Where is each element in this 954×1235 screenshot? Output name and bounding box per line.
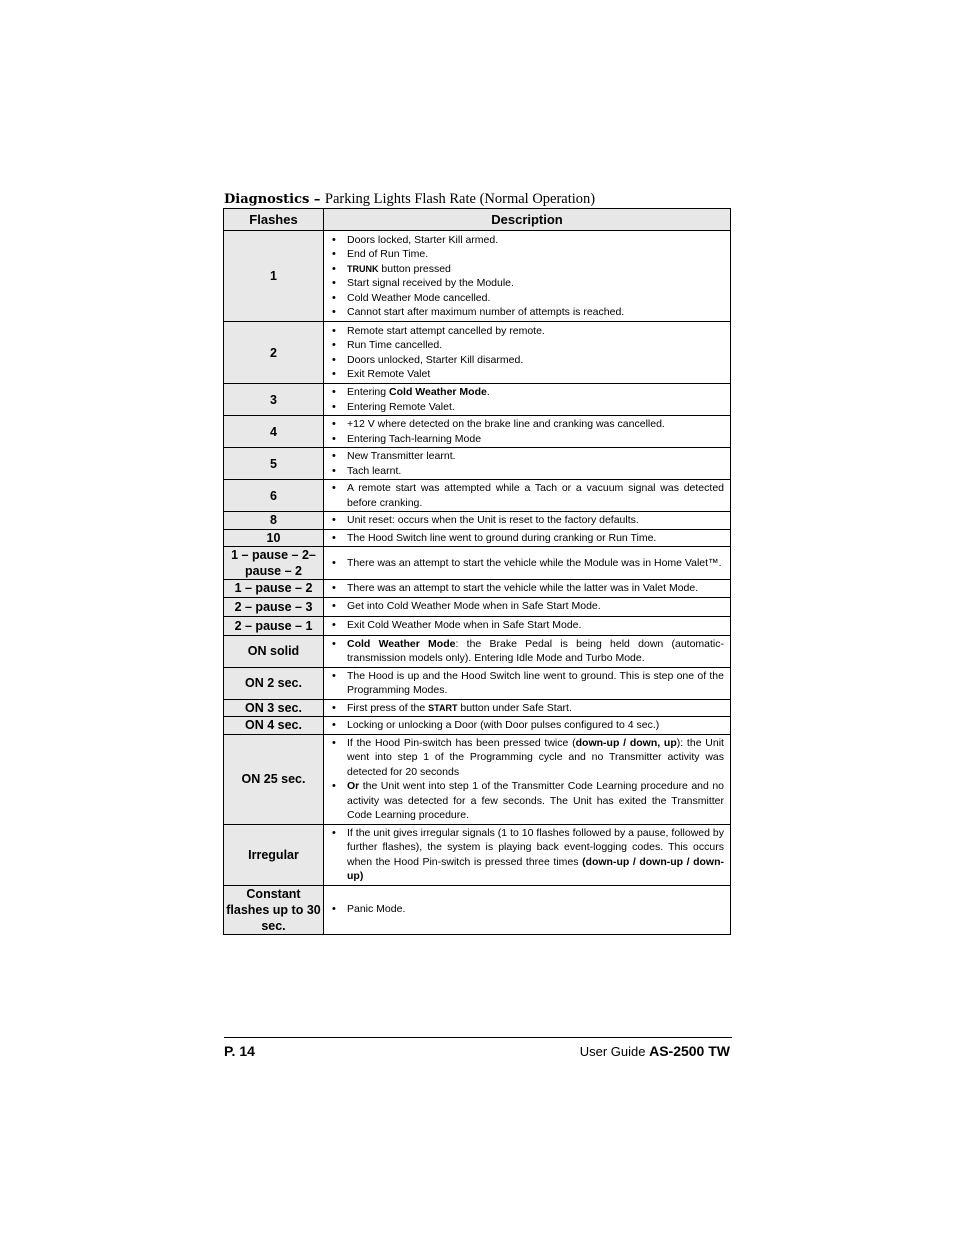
table-header-row	[224, 209, 731, 231]
column-header-description: Description	[324, 209, 731, 231]
emphasis-text: TRUNK	[347, 263, 379, 274]
description-item	[332, 305, 724, 320]
description-list	[332, 513, 724, 528]
description-text: : the Brake Pedal is being held down (automatic-transmission models only). Entering Idle Mode and Turbo Mode.	[347, 637, 725, 664]
description-text: The Hood is up and the Hood Switch line went to ground. This is step one of the Programming Modes.	[347, 669, 724, 696]
footer-guide	[580, 1043, 730, 1059]
description-text: First press of the	[347, 701, 429, 714]
description-text: +12 V where detected on the brake line and cranking was cancelled.	[347, 418, 665, 430]
description-item	[332, 556, 724, 571]
description-text: button pressed	[378, 262, 451, 275]
heading-subtitle: Parking Lights Flash Rate (Normal Operation)	[324, 191, 596, 207]
description-item	[332, 637, 724, 666]
table-row	[224, 384, 731, 416]
description-text: ): the Unit went into step 1 of the Programming cycle and no Transmitter activity was detected for 20 seconds	[347, 736, 724, 778]
description-item	[332, 338, 724, 353]
description-item	[332, 464, 724, 479]
table-row	[224, 512, 731, 530]
description-list	[332, 736, 724, 823]
heading-dash: –	[309, 192, 325, 207]
flashes-cell: 1 – pause – 2	[224, 580, 324, 598]
description-text: There was an attempt to start the vehicle while the latter was in Valet Mode.	[347, 582, 699, 594]
description-list	[332, 637, 724, 666]
description-cell	[324, 885, 731, 934]
description-item	[332, 481, 724, 510]
flashes-cell: 5	[224, 448, 324, 480]
description-item	[332, 669, 724, 698]
description-list	[332, 417, 724, 446]
section-heading	[224, 188, 734, 208]
description-text: Entering Tach-learning Mode	[347, 432, 482, 445]
description-text: End of Run Time.	[347, 248, 429, 260]
description-item	[332, 581, 724, 596]
description-text: Entering	[347, 386, 390, 398]
table-row	[224, 529, 731, 547]
description-list	[332, 701, 724, 716]
description-text: Cannot start after maximum number of attempts is reached.	[347, 306, 625, 318]
table-row	[224, 667, 731, 699]
description-item	[332, 233, 724, 248]
table-row	[224, 416, 731, 448]
table-row	[224, 734, 731, 824]
emphasis-text: (down-up / down-up / down-up)	[347, 855, 724, 882]
description-text: Doors locked, Starter Kill armed.	[347, 233, 499, 246]
table-row	[224, 699, 731, 717]
description-text: New Transmitter learnt.	[347, 450, 456, 462]
description-item	[332, 618, 724, 633]
description-list	[332, 618, 724, 633]
diagnostics-table	[223, 208, 731, 935]
description-cell	[324, 717, 731, 735]
description-item	[332, 262, 724, 277]
description-item	[332, 353, 724, 368]
description-cell	[324, 529, 731, 547]
description-list	[332, 599, 724, 614]
description-cell	[324, 734, 731, 824]
flashes-cell: ON 3 sec.	[224, 699, 324, 717]
description-item	[332, 400, 724, 415]
description-text: .	[486, 386, 490, 398]
emphasis-text: Cold Weather Mode	[347, 637, 456, 650]
emphasis-text: Cold Weather Mode	[389, 386, 487, 398]
table-body	[224, 231, 731, 935]
description-cell	[324, 616, 731, 635]
table-row	[224, 231, 731, 322]
flashes-cell: 2 – pause – 3	[224, 597, 324, 616]
description-item	[332, 531, 724, 546]
description-cell	[324, 231, 731, 322]
description-cell	[324, 448, 731, 480]
page-number: P. 14	[224, 1043, 255, 1059]
table-row	[224, 547, 731, 580]
flashes-cell: ON 25 sec.	[224, 734, 324, 824]
description-cell	[324, 512, 731, 530]
description-item	[332, 417, 724, 432]
description-text: Run Time cancelled.	[347, 339, 443, 351]
description-item	[332, 449, 724, 464]
flashes-cell: ON solid	[224, 635, 324, 667]
table-row	[224, 635, 731, 667]
description-text: Entering Remote Valet.	[347, 400, 455, 413]
flashes-cell: 10	[224, 529, 324, 547]
description-text: A remote start was attempted while a Tach or a vacuum signal was detected before cranking.	[347, 482, 724, 509]
column-header-flashes: Flashes	[224, 209, 324, 231]
flashes-cell: 1 – pause – 2– pause – 2	[224, 547, 324, 580]
description-text: the Unit went into step 1 of the Transmitter Code Learning procedure and no activity was detected for a few seconds. The Unit has exited the Transmitter Code Learning procedure.	[347, 780, 724, 821]
table-row	[224, 616, 731, 635]
table-row	[224, 448, 731, 480]
flashes-cell: 8	[224, 512, 324, 530]
description-item	[332, 324, 724, 339]
model-name: AS-2500 TW	[649, 1043, 730, 1059]
emphasis-text: Or	[347, 780, 360, 792]
description-list	[332, 324, 724, 382]
flashes-cell: 2	[224, 322, 324, 384]
flashes-cell: Irregular	[224, 824, 324, 885]
description-text: If the Hood Pin-switch has been pressed twice (	[347, 736, 576, 749]
description-item	[332, 247, 724, 262]
flashes-cell: ON 2 sec.	[224, 667, 324, 699]
description-item	[332, 902, 724, 917]
emphasis-text: down-up / down, up	[575, 736, 677, 749]
description-cell	[324, 667, 731, 699]
description-text: Exit Cold Weather Mode when in Safe Start Mode.	[347, 619, 582, 632]
emphasis-text: START	[428, 702, 458, 713]
description-cell	[324, 416, 731, 448]
description-cell	[324, 699, 731, 717]
description-item	[332, 385, 724, 400]
description-cell	[324, 597, 731, 616]
description-list	[332, 826, 724, 884]
description-cell	[324, 322, 731, 384]
flashes-cell: Constant flashes up to 30 sec.	[224, 885, 324, 934]
description-text: Get into Cold Weather Mode when in Safe Start Mode.	[347, 600, 601, 613]
description-text: Start signal received by the Module.	[347, 277, 514, 289]
table-row	[224, 580, 731, 598]
table-row	[224, 480, 731, 512]
description-list	[332, 669, 724, 698]
description-text: Unit reset: occurs when the Unit is reset to the factory defaults.	[347, 514, 639, 526]
description-list	[332, 581, 724, 596]
description-text: Doors unlocked, Starter Kill disarmed.	[347, 353, 524, 366]
description-item	[332, 367, 724, 382]
description-cell	[324, 480, 731, 512]
description-list	[332, 556, 724, 571]
description-item	[332, 718, 724, 733]
table-row	[224, 824, 731, 885]
description-text: Remote start attempt cancelled by remote.	[347, 324, 545, 337]
flashes-cell: 3	[224, 384, 324, 416]
description-item	[332, 432, 724, 447]
description-list	[332, 481, 724, 510]
description-text: button under Safe Start.	[457, 701, 572, 714]
description-item	[332, 513, 724, 528]
description-text: Panic Mode.	[347, 903, 406, 916]
description-list	[332, 531, 724, 546]
description-text: Tach learnt.	[347, 464, 402, 477]
description-text: If the unit gives irregular signals (1 to 10 flashes followed by a pause, followed by further flashes), the system is playing back event-logging codes. This occurs when the Hood Pin-switch is pressed three times	[347, 826, 724, 868]
flashes-cell: 6	[224, 480, 324, 512]
description-text: There was an attempt to start the vehicle while the Module was in Home Valet™.	[347, 556, 722, 569]
description-list	[332, 718, 724, 733]
table-row	[224, 322, 731, 384]
description-text: Cold Weather Mode cancelled.	[347, 291, 491, 304]
description-text: Locking or unlocking a Door (with Door pulses configured to 4 sec.)	[347, 719, 660, 731]
flashes-cell: 4	[224, 416, 324, 448]
description-text: Exit Remote Valet	[347, 368, 431, 380]
description-list	[332, 385, 724, 414]
table-row	[224, 597, 731, 616]
description-cell	[324, 547, 731, 580]
description-item	[332, 736, 724, 780]
description-list	[332, 233, 724, 320]
description-item	[332, 779, 724, 823]
table-row	[224, 885, 731, 934]
table-row	[224, 717, 731, 735]
flashes-cell: 1	[224, 231, 324, 322]
footer-rule	[224, 1037, 732, 1038]
description-item	[332, 291, 724, 306]
flashes-cell: ON 4 sec.	[224, 717, 324, 735]
description-list	[332, 449, 724, 478]
description-item	[332, 599, 724, 614]
description-cell	[324, 384, 731, 416]
description-item	[332, 826, 724, 884]
description-item	[332, 701, 724, 716]
guide-label: User Guide	[579, 1044, 650, 1059]
description-list	[332, 902, 724, 917]
heading-title: Diagnostics	[224, 192, 310, 207]
description-cell	[324, 635, 731, 667]
description-text: The Hood Switch line went to ground during cranking or Run Time.	[347, 531, 657, 544]
description-item	[332, 276, 724, 291]
flashes-cell: 2 – pause – 1	[224, 616, 324, 635]
description-cell	[324, 824, 731, 885]
description-cell	[324, 580, 731, 598]
